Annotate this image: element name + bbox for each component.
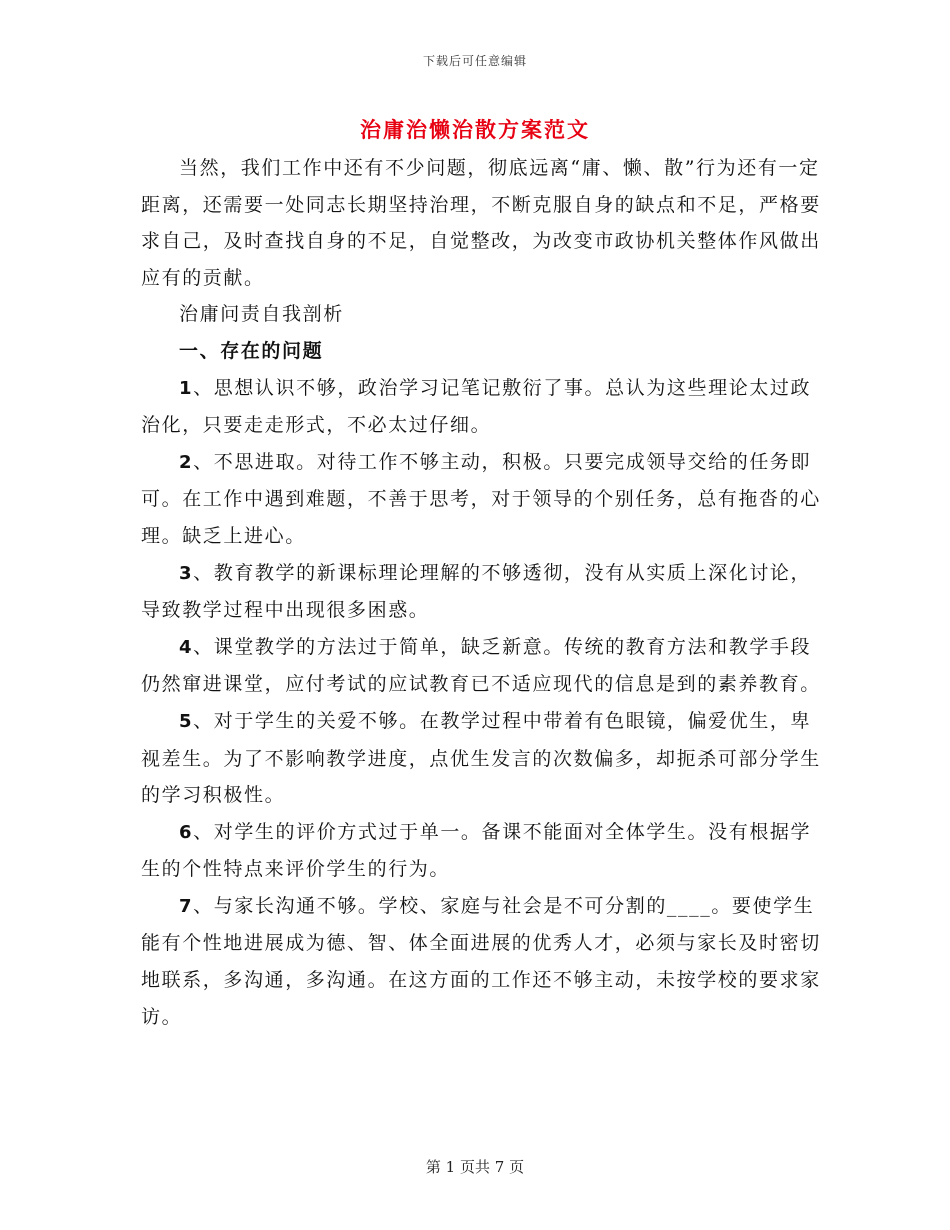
intro-paragraph: 当然，我们工作中还有不少问题，彻底远离“庸、懒、散”行为还有一定距离，还需要一处同志长期坚持治理，不断克服自身的缺点和不足，严格要求自己，及时查找自身的不足，自觉整改，为改变市政协机关整体作风做出应有的贡献。	[141, 157, 821, 289]
item-text: 、与家长沟通不够。学校、家庭与社会是不可分割的____。要使学生能有个性地进展成为德、智、体全面进展的优秀人才，必须与家长及时密切地联系，多沟通，多沟通。在这方面的工作还不够主动，未按学校的要求家访。	[141, 894, 821, 1028]
item-number: 6	[179, 821, 194, 843]
item-number: 5	[179, 710, 194, 732]
list-item	[141, 888, 821, 1035]
list-item	[141, 814, 821, 888]
item-text: 、思想认识不够，政治学习记笔记敷衍了事。总认为这些理论太过政治化，只要走走形式，不必太过仔细。	[141, 376, 812, 437]
item-number: 3	[179, 562, 194, 584]
item-number: 2	[179, 451, 194, 473]
item-number: 1	[179, 377, 194, 399]
section-title: 治庸问责自我剖析	[179, 303, 344, 326]
list-item	[141, 629, 821, 703]
list-item	[141, 703, 821, 814]
item-text: 、课堂教学的方法过于简单，缺乏新意。传统的教育方法和教学手段仍然窜进课堂，应付考试的应试教育已不适应现代的信息是到的素养教育。	[141, 635, 821, 696]
item-text: 、不思进取。对待工作不够主动，积极。只要完成领导交给的任务即可。在工作中遇到难题，不善于思考，对于领导的个别任务，总有拖沓的心理。缺乏上进心。	[141, 450, 821, 547]
list-item	[141, 370, 821, 444]
header-note: 下载后可任意编辑	[422, 54, 527, 68]
document-title: 治庸治懒治散方案范文	[360, 117, 590, 142]
document-body	[141, 150, 821, 1035]
list-item	[141, 444, 821, 555]
item-text: 、教育教学的新课标理论理解的不够透彻，没有从实质上深化讨论，导致教学过程中出现很多困惑。	[141, 561, 812, 622]
item-text: 、对于学生的关爱不够。在教学过程中带着有色眼镜，偏爱优生，卑视差生。为了不影响教学进度，点优生发言的次数偏多，却扼杀可部分学生的学习积极性。	[141, 709, 821, 807]
page-footer: 第 1 页共 7 页	[425, 1158, 525, 1176]
item-number: 4	[179, 636, 194, 658]
subheading: 一、存在的问题	[179, 339, 324, 362]
item-number: 7	[179, 895, 194, 917]
item-text: 、对学生的评价方式过于单一。备课不能面对全体学生。没有根据学生的个性特点来评价学生的行为。	[141, 820, 812, 881]
list-item	[141, 555, 821, 629]
